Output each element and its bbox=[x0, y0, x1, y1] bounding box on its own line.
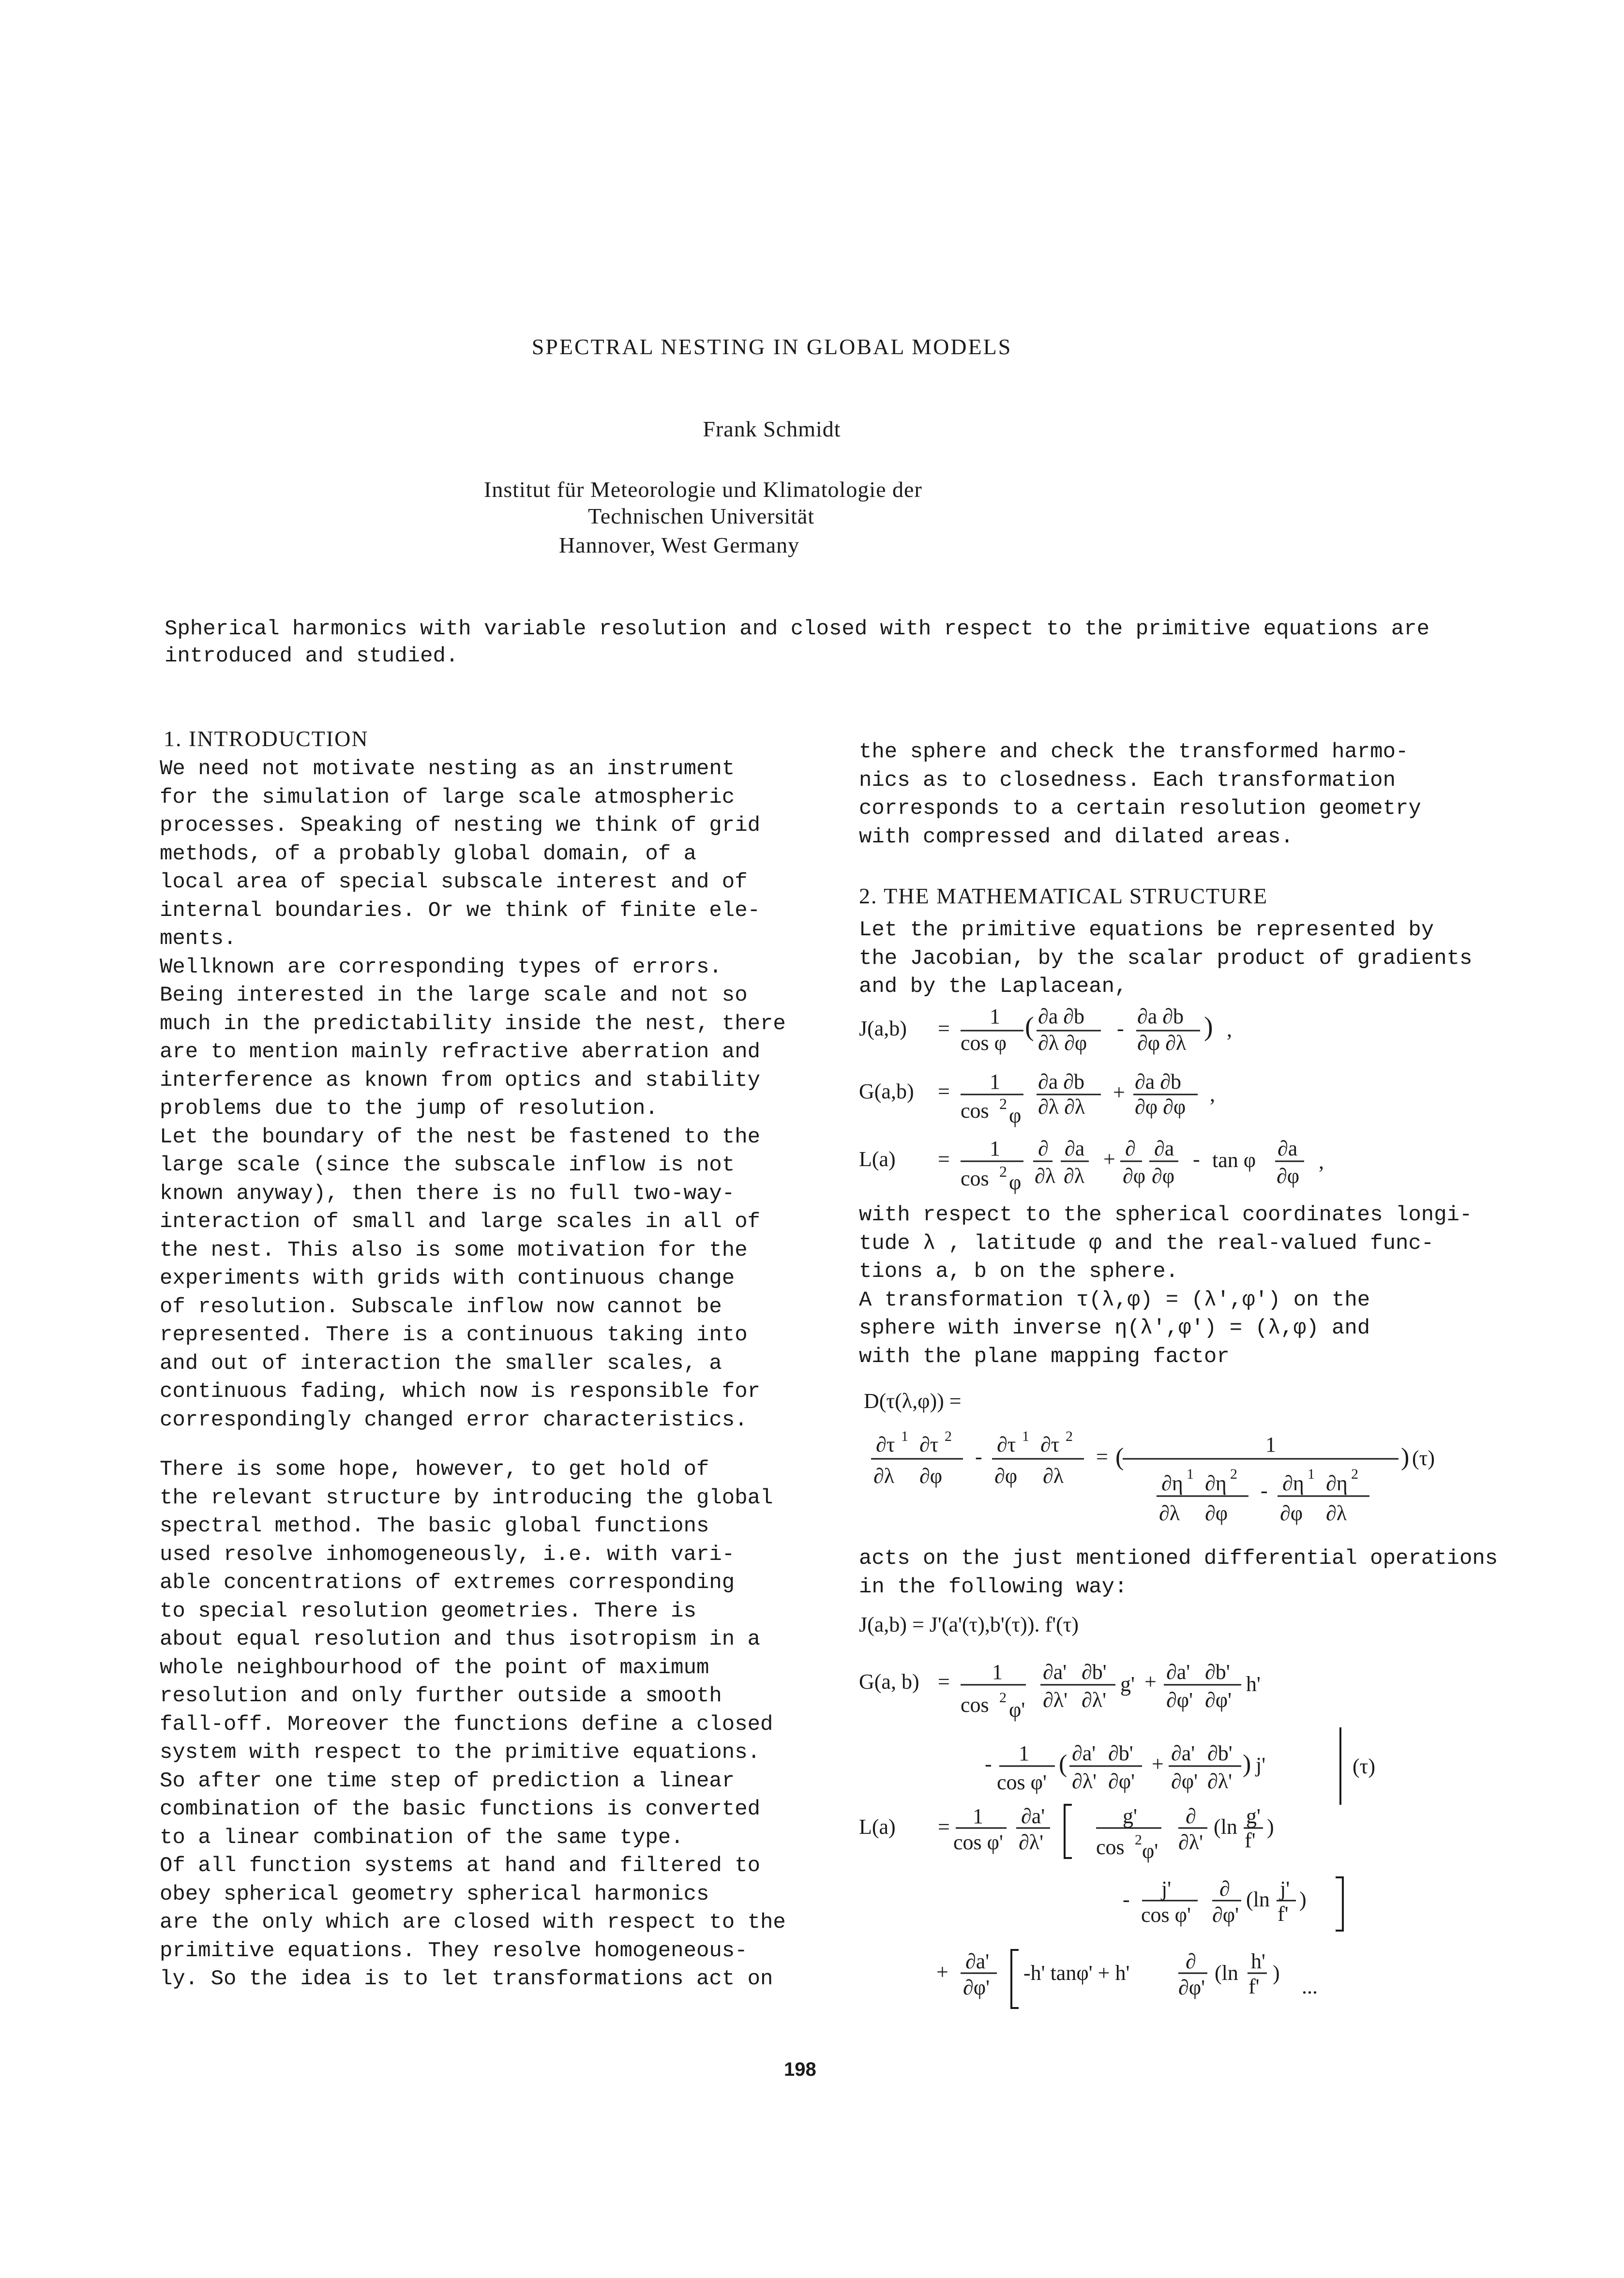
svg-text:∂b': ∂b' bbox=[1205, 1660, 1230, 1684]
svg-text:∂a: ∂a bbox=[1278, 1137, 1298, 1160]
svg-text:tan φ: tan φ bbox=[1212, 1148, 1256, 1172]
text-line: continuous fading, which now is responsible for bbox=[160, 1379, 761, 1404]
abstract-line: Spherical harmonics with variable resolution and closed with respect to the primitive equations are bbox=[165, 617, 1430, 641]
text-line: to a linear combination of the same type. bbox=[160, 1825, 684, 1850]
svg-text:1: 1 bbox=[1265, 1433, 1276, 1456]
svg-text:2: 2 bbox=[999, 1163, 1007, 1180]
svg-text:cos φ': cos φ' bbox=[997, 1770, 1047, 1794]
text-line: So after one time step of prediction a linear bbox=[160, 1768, 735, 1793]
text-line: the sphere and check the transformed harmo- bbox=[859, 740, 1409, 764]
svg-text:+: + bbox=[936, 1960, 948, 1984]
svg-text:): ) bbox=[1401, 1443, 1410, 1471]
equation-j-transformed: J(a,b) = J'(a'(τ),b'(τ)). f'(τ) bbox=[859, 1613, 1079, 1636]
text-line: sphere with inverse η(λ',φ') = (λ,φ) and bbox=[859, 1316, 1370, 1340]
text-line: large scale (since the subscale inflow is not bbox=[160, 1153, 735, 1177]
text-line: interaction of small and large scales in all of bbox=[160, 1210, 761, 1234]
svg-text:∂λ': ∂λ' bbox=[1019, 1830, 1044, 1854]
svg-text:+: + bbox=[1103, 1147, 1115, 1171]
text-line: combination of the basic functions is converted bbox=[160, 1797, 761, 1821]
svg-text:=: = bbox=[1096, 1445, 1108, 1469]
svg-text:φ': φ' bbox=[1009, 1698, 1025, 1722]
svg-text:-: - bbox=[1117, 1017, 1124, 1040]
svg-text:∂φ: ∂φ bbox=[1280, 1501, 1303, 1525]
svg-text:cos: cos bbox=[1096, 1835, 1125, 1859]
svg-text:(ln: (ln bbox=[1214, 1815, 1237, 1839]
text-line: much in the predictability inside the nest, there bbox=[160, 1011, 786, 1036]
svg-text:=: = bbox=[938, 1670, 950, 1694]
svg-text:-: - bbox=[1261, 1479, 1268, 1502]
text-line: experiments with grids with continuous change bbox=[160, 1266, 735, 1290]
svg-text:=: = bbox=[938, 1079, 950, 1103]
svg-text:∂a ∂b: ∂a ∂b bbox=[1038, 1070, 1085, 1094]
section-heading-mathematical-structure: 2. THE MATHEMATICAL STRUCTURE bbox=[859, 884, 1268, 908]
svg-text:∂λ ∂λ: ∂λ ∂λ bbox=[1038, 1095, 1085, 1119]
svg-text:G(a, b): G(a, b) bbox=[859, 1670, 919, 1694]
svg-text:1: 1 bbox=[990, 1137, 1000, 1160]
text-line: There is some hope, however, to get hold of bbox=[160, 1457, 709, 1482]
svg-text:(: ( bbox=[1115, 1443, 1124, 1471]
text-line: primitive equations. They resolve homogeneous- bbox=[160, 1938, 748, 1963]
text-line: whole neighbourhood of the point of maximum bbox=[160, 1655, 709, 1680]
text-line: and by the Laplacean, bbox=[859, 974, 1128, 999]
svg-text:∂τ: ∂τ bbox=[997, 1433, 1016, 1456]
svg-text:∂φ': ∂φ' bbox=[1171, 1769, 1198, 1793]
text-line: able concentrations of extremes corresponding bbox=[160, 1571, 735, 1595]
svg-text:g': g' bbox=[1123, 1804, 1137, 1828]
svg-text:∂a ∂b: ∂a ∂b bbox=[1137, 1004, 1184, 1028]
svg-text:,: , bbox=[1319, 1150, 1324, 1173]
equation-tau-marker: (τ) bbox=[1353, 1754, 1375, 1778]
svg-text:cos φ': cos φ' bbox=[1141, 1903, 1191, 1927]
svg-text:∂φ: ∂φ bbox=[1152, 1164, 1175, 1188]
svg-text:-: - bbox=[975, 1445, 982, 1469]
left-column-paragraph-2 bbox=[160, 1455, 789, 1993]
svg-text:cos: cos bbox=[961, 1099, 989, 1123]
right-column-paragraph-2 bbox=[859, 916, 1488, 1001]
svg-text:): ) bbox=[1299, 1888, 1307, 1911]
svg-text:∂λ: ∂λ bbox=[1064, 1164, 1085, 1188]
text-line: known anyway), then there is no full two-way- bbox=[160, 1181, 735, 1206]
svg-text:): ) bbox=[1204, 1012, 1213, 1042]
svg-text:(τ): (τ) bbox=[1412, 1446, 1435, 1470]
text-line: Wellknown are corresponding types of errors. bbox=[160, 955, 722, 979]
text-line: with compressed and dilated areas. bbox=[859, 824, 1293, 849]
svg-text:∂λ: ∂λ bbox=[1035, 1164, 1056, 1188]
svg-text:,: , bbox=[1227, 1018, 1232, 1041]
text-line: for the simulation of large scale atmospheric bbox=[160, 785, 735, 809]
left-column-paragraph-1 bbox=[160, 755, 789, 1434]
svg-text:∂: ∂ bbox=[1125, 1137, 1136, 1160]
svg-text:∂φ': ∂φ' bbox=[1108, 1769, 1135, 1793]
equation-g-label: G(a,b) bbox=[859, 1079, 914, 1103]
svg-text:2: 2 bbox=[1066, 1428, 1073, 1444]
text-line: the Jacobian, by the scalar product of gradients bbox=[859, 946, 1473, 971]
svg-text:-: - bbox=[1123, 1888, 1130, 1911]
text-line: corresponds to a certain resolution geometry bbox=[859, 796, 1421, 821]
equation-l-label: L(a) bbox=[859, 1147, 896, 1171]
text-line: system with respect to the primitive equations. bbox=[160, 1740, 761, 1765]
svg-text:∂λ': ∂λ' bbox=[1178, 1830, 1203, 1854]
text-line: nics as to closedness. Each transformation bbox=[859, 768, 1396, 793]
svg-text:-: - bbox=[1193, 1147, 1200, 1171]
svg-text:∂η: ∂η bbox=[1161, 1471, 1183, 1495]
svg-text:∂a': ∂a' bbox=[965, 1949, 990, 1973]
text-line: Being interested in the large scale and not so bbox=[160, 983, 748, 1007]
text-line: acts on the just mentioned differential operations bbox=[859, 1546, 1498, 1571]
svg-text:∂φ: ∂φ bbox=[1123, 1164, 1146, 1188]
svg-text:∂τ: ∂τ bbox=[1040, 1433, 1060, 1456]
paper-title: SPECTRAL NESTING IN GLOBAL MODELS bbox=[531, 334, 1012, 359]
equation-operators bbox=[852, 1002, 1500, 1205]
svg-text:j': j' bbox=[1280, 1877, 1290, 1901]
text-line: in the following way: bbox=[859, 1574, 1128, 1599]
svg-text:∂b': ∂b' bbox=[1108, 1741, 1133, 1765]
text-line: the relevant structure by introducing the global bbox=[160, 1485, 773, 1510]
svg-text:∂φ: ∂φ bbox=[1277, 1164, 1300, 1188]
text-line: to special resolution geometries. There is bbox=[160, 1599, 696, 1623]
svg-text:1: 1 bbox=[1019, 1741, 1029, 1765]
svg-text:): ) bbox=[1267, 1815, 1274, 1839]
svg-text:j': j' bbox=[1256, 1753, 1266, 1777]
svg-text:=: = bbox=[938, 1147, 950, 1171]
svg-text:): ) bbox=[1273, 1961, 1280, 1985]
svg-text:1: 1 bbox=[973, 1804, 983, 1828]
svg-text:1: 1 bbox=[1187, 1466, 1194, 1482]
text-line: methods, of a probably global domain, of a bbox=[160, 841, 696, 866]
abstract bbox=[165, 615, 1432, 670]
svg-text:L(a): L(a) bbox=[859, 1815, 896, 1839]
text-line: fall-off. Moreover the functions define a closed bbox=[160, 1712, 773, 1737]
right-column-paragraph-3 bbox=[859, 1201, 1488, 1371]
text-line: interference as known from optics and stability bbox=[160, 1068, 761, 1093]
svg-text:∂φ': ∂φ' bbox=[1178, 1976, 1205, 1999]
svg-text:∂η: ∂η bbox=[1326, 1471, 1348, 1495]
svg-text:=: = bbox=[938, 1815, 950, 1839]
svg-text:2: 2 bbox=[1135, 1832, 1142, 1848]
text-line: about equal resolution and thus isotropism in a bbox=[160, 1627, 761, 1651]
svg-text:∂: ∂ bbox=[1038, 1137, 1049, 1160]
svg-text:∂λ': ∂λ' bbox=[1207, 1769, 1233, 1793]
svg-text:∂a ∂b: ∂a ∂b bbox=[1038, 1004, 1085, 1028]
svg-text:cos: cos bbox=[961, 1167, 989, 1190]
svg-text:∂a': ∂a' bbox=[1043, 1660, 1067, 1684]
svg-text:...: ... bbox=[1302, 1975, 1318, 1998]
svg-text:∂φ ∂φ: ∂φ ∂φ bbox=[1135, 1095, 1186, 1119]
abstract-line: introduced and studied. bbox=[165, 644, 459, 668]
svg-text:1: 1 bbox=[990, 1070, 1000, 1094]
text-line: problems due to the jump of resolution. bbox=[160, 1096, 658, 1121]
svg-text:∂λ: ∂λ bbox=[1326, 1501, 1347, 1525]
svg-text:+: + bbox=[1113, 1080, 1125, 1104]
svg-text:∂φ: ∂φ bbox=[1205, 1501, 1228, 1525]
svg-text:(: ( bbox=[1025, 1012, 1034, 1042]
svg-text:(ln: (ln bbox=[1246, 1888, 1270, 1911]
svg-text:=: = bbox=[938, 1017, 950, 1040]
svg-text:g': g' bbox=[1120, 1672, 1135, 1696]
svg-text:2: 2 bbox=[1230, 1466, 1237, 1482]
text-line: tions a, b on the sphere. bbox=[859, 1259, 1179, 1284]
svg-text:∂φ': ∂φ' bbox=[963, 1976, 990, 1999]
svg-text:): ) bbox=[1243, 1750, 1251, 1778]
page-number: 198 bbox=[784, 2059, 816, 2080]
text-line: used resolve inhomogeneously, i.e. with vari- bbox=[160, 1542, 735, 1567]
svg-text:(: ( bbox=[1059, 1750, 1068, 1778]
svg-text:j': j' bbox=[1161, 1877, 1172, 1901]
svg-text:h': h' bbox=[1251, 1949, 1265, 1973]
svg-text:cos φ': cos φ' bbox=[953, 1830, 1003, 1854]
svg-text:∂τ: ∂τ bbox=[919, 1433, 939, 1456]
svg-text:1: 1 bbox=[990, 1004, 1000, 1028]
text-line: obey spherical geometry spherical harmonics bbox=[160, 1882, 709, 1906]
text-line: ly. So the idea is to let transformations act on bbox=[160, 1967, 773, 1991]
svg-text:φ: φ bbox=[1009, 1170, 1022, 1194]
svg-text:∂η: ∂η bbox=[1282, 1471, 1304, 1495]
svg-text:∂a': ∂a' bbox=[1021, 1804, 1045, 1828]
right-column-paragraph-1 bbox=[859, 738, 1488, 851]
svg-text:2: 2 bbox=[1351, 1466, 1358, 1482]
svg-text:φ': φ' bbox=[1142, 1839, 1158, 1863]
svg-text:∂b': ∂b' bbox=[1082, 1660, 1107, 1684]
svg-text:2: 2 bbox=[945, 1428, 952, 1444]
svg-text:∂λ': ∂λ' bbox=[1072, 1769, 1097, 1793]
svg-text:∂a: ∂a bbox=[1154, 1137, 1174, 1160]
svg-text:∂a: ∂a bbox=[1065, 1137, 1085, 1160]
svg-text:f': f' bbox=[1245, 1828, 1256, 1852]
svg-text:-: - bbox=[985, 1752, 992, 1776]
text-line: local area of special subscale interest and of bbox=[160, 870, 748, 894]
svg-text:-h' tanφ' + h': -h' tanφ' + h' bbox=[1023, 1961, 1130, 1985]
text-line: with respect to the spherical coordinates longi- bbox=[859, 1203, 1473, 1227]
section-heading-introduction: 1. INTRODUCTION bbox=[164, 726, 369, 751]
svg-text:f': f' bbox=[1278, 1902, 1289, 1926]
svg-text:∂λ: ∂λ bbox=[873, 1464, 895, 1488]
affiliation-line-1: Institut für Meteorologie und Klimatologie der bbox=[484, 477, 922, 502]
equation-mapping-factor bbox=[852, 1384, 1500, 1544]
text-line: Let the primitive equations be represented by bbox=[859, 918, 1434, 942]
affiliation-line-2: Technischen Universität bbox=[588, 504, 815, 528]
svg-text:∂a': ∂a' bbox=[1072, 1741, 1096, 1765]
text-line: and out of interaction the smaller scales, a bbox=[160, 1351, 722, 1376]
svg-text:∂a': ∂a' bbox=[1166, 1660, 1190, 1684]
svg-text:∂: ∂ bbox=[1219, 1877, 1230, 1901]
svg-text:1: 1 bbox=[1308, 1466, 1315, 1482]
svg-text:∂φ ∂λ: ∂φ ∂λ bbox=[1137, 1031, 1187, 1055]
text-line: We need not motivate nesting as an instrument bbox=[160, 757, 735, 781]
svg-text:∂λ': ∂λ' bbox=[1043, 1688, 1068, 1712]
svg-text:∂φ': ∂φ' bbox=[1166, 1688, 1193, 1712]
text-line: correspondingly changed error characteristics. bbox=[160, 1408, 748, 1432]
text-line: tude λ , latitude φ and the real-valued func- bbox=[859, 1231, 1434, 1256]
text-line: resolution and only further outside a smooth bbox=[160, 1684, 722, 1708]
svg-text:1: 1 bbox=[901, 1428, 908, 1444]
svg-text:∂b': ∂b' bbox=[1207, 1741, 1233, 1765]
text-line: represented. There is a continuous taking into bbox=[160, 1323, 748, 1347]
svg-text:+: + bbox=[1152, 1752, 1164, 1776]
text-line: Let the boundary of the nest be fastened to the bbox=[160, 1124, 761, 1149]
svg-text:∂a': ∂a' bbox=[1171, 1741, 1195, 1765]
svg-text:,: , bbox=[1210, 1082, 1215, 1106]
text-line: A transformation τ(λ,φ) = (λ',φ') on the bbox=[859, 1288, 1370, 1312]
text-line: the nest. This also is some motivation for the bbox=[160, 1238, 748, 1262]
text-line: processes. Speaking of nesting we think of grid bbox=[160, 813, 761, 838]
svg-text:∂: ∂ bbox=[1186, 1804, 1196, 1828]
svg-text:∂a ∂b: ∂a ∂b bbox=[1135, 1070, 1182, 1094]
text-line: ments. bbox=[160, 927, 237, 951]
svg-text:f': f' bbox=[1248, 1975, 1260, 1998]
svg-text:φ: φ bbox=[1009, 1104, 1022, 1127]
right-column-paragraph-4 bbox=[859, 1544, 1498, 1601]
equation-j-label: J(a,b) bbox=[859, 1017, 907, 1040]
text-line: of resolution. Subscale inflow now cannot be bbox=[160, 1294, 722, 1319]
svg-text:h': h' bbox=[1246, 1672, 1261, 1696]
svg-text:∂φ: ∂φ bbox=[919, 1464, 943, 1488]
svg-text:∂φ: ∂φ bbox=[994, 1464, 1018, 1488]
svg-text:∂η: ∂η bbox=[1205, 1471, 1227, 1495]
svg-text:∂λ: ∂λ bbox=[1159, 1501, 1180, 1525]
svg-text:+: + bbox=[1144, 1670, 1157, 1694]
svg-text:∂λ: ∂λ bbox=[1043, 1464, 1064, 1488]
svg-text:∂φ': ∂φ' bbox=[1205, 1688, 1232, 1712]
svg-text:2: 2 bbox=[999, 1690, 1007, 1706]
affiliation-line-3: Hannover, West Germany bbox=[559, 533, 800, 557]
svg-text:∂λ': ∂λ' bbox=[1082, 1688, 1107, 1712]
svg-text:cos: cos bbox=[961, 1693, 989, 1717]
svg-text:g': g' bbox=[1246, 1804, 1261, 1828]
svg-text:1: 1 bbox=[1022, 1428, 1029, 1444]
author-name: Frank Schmidt bbox=[703, 417, 841, 441]
text-line: are to mention mainly refractive aberration and bbox=[160, 1040, 761, 1064]
equation-d-label: D(τ(λ,φ)) = bbox=[864, 1389, 962, 1413]
text-line: internal boundaries. Or we think of finite ele- bbox=[160, 898, 761, 923]
text-line: are the only which are closed with respect to the bbox=[160, 1910, 786, 1934]
svg-text:(ln: (ln bbox=[1215, 1961, 1238, 1985]
svg-text:∂λ ∂φ: ∂λ ∂φ bbox=[1038, 1031, 1087, 1055]
svg-text:∂φ': ∂φ' bbox=[1212, 1903, 1239, 1927]
text-line: spectral method. The basic global functions bbox=[160, 1514, 709, 1538]
svg-text:cos φ: cos φ bbox=[961, 1031, 1007, 1055]
svg-text:1: 1 bbox=[992, 1660, 1003, 1684]
text-line: with the plane mapping factor bbox=[859, 1344, 1230, 1369]
equation-transformed-operators bbox=[852, 1606, 1500, 2023]
svg-text:2: 2 bbox=[999, 1095, 1007, 1112]
svg-text:∂: ∂ bbox=[1186, 1949, 1196, 1973]
svg-text:∂τ: ∂τ bbox=[876, 1433, 895, 1456]
text-line: Of all function systems at hand and filtered to bbox=[160, 1854, 761, 1878]
